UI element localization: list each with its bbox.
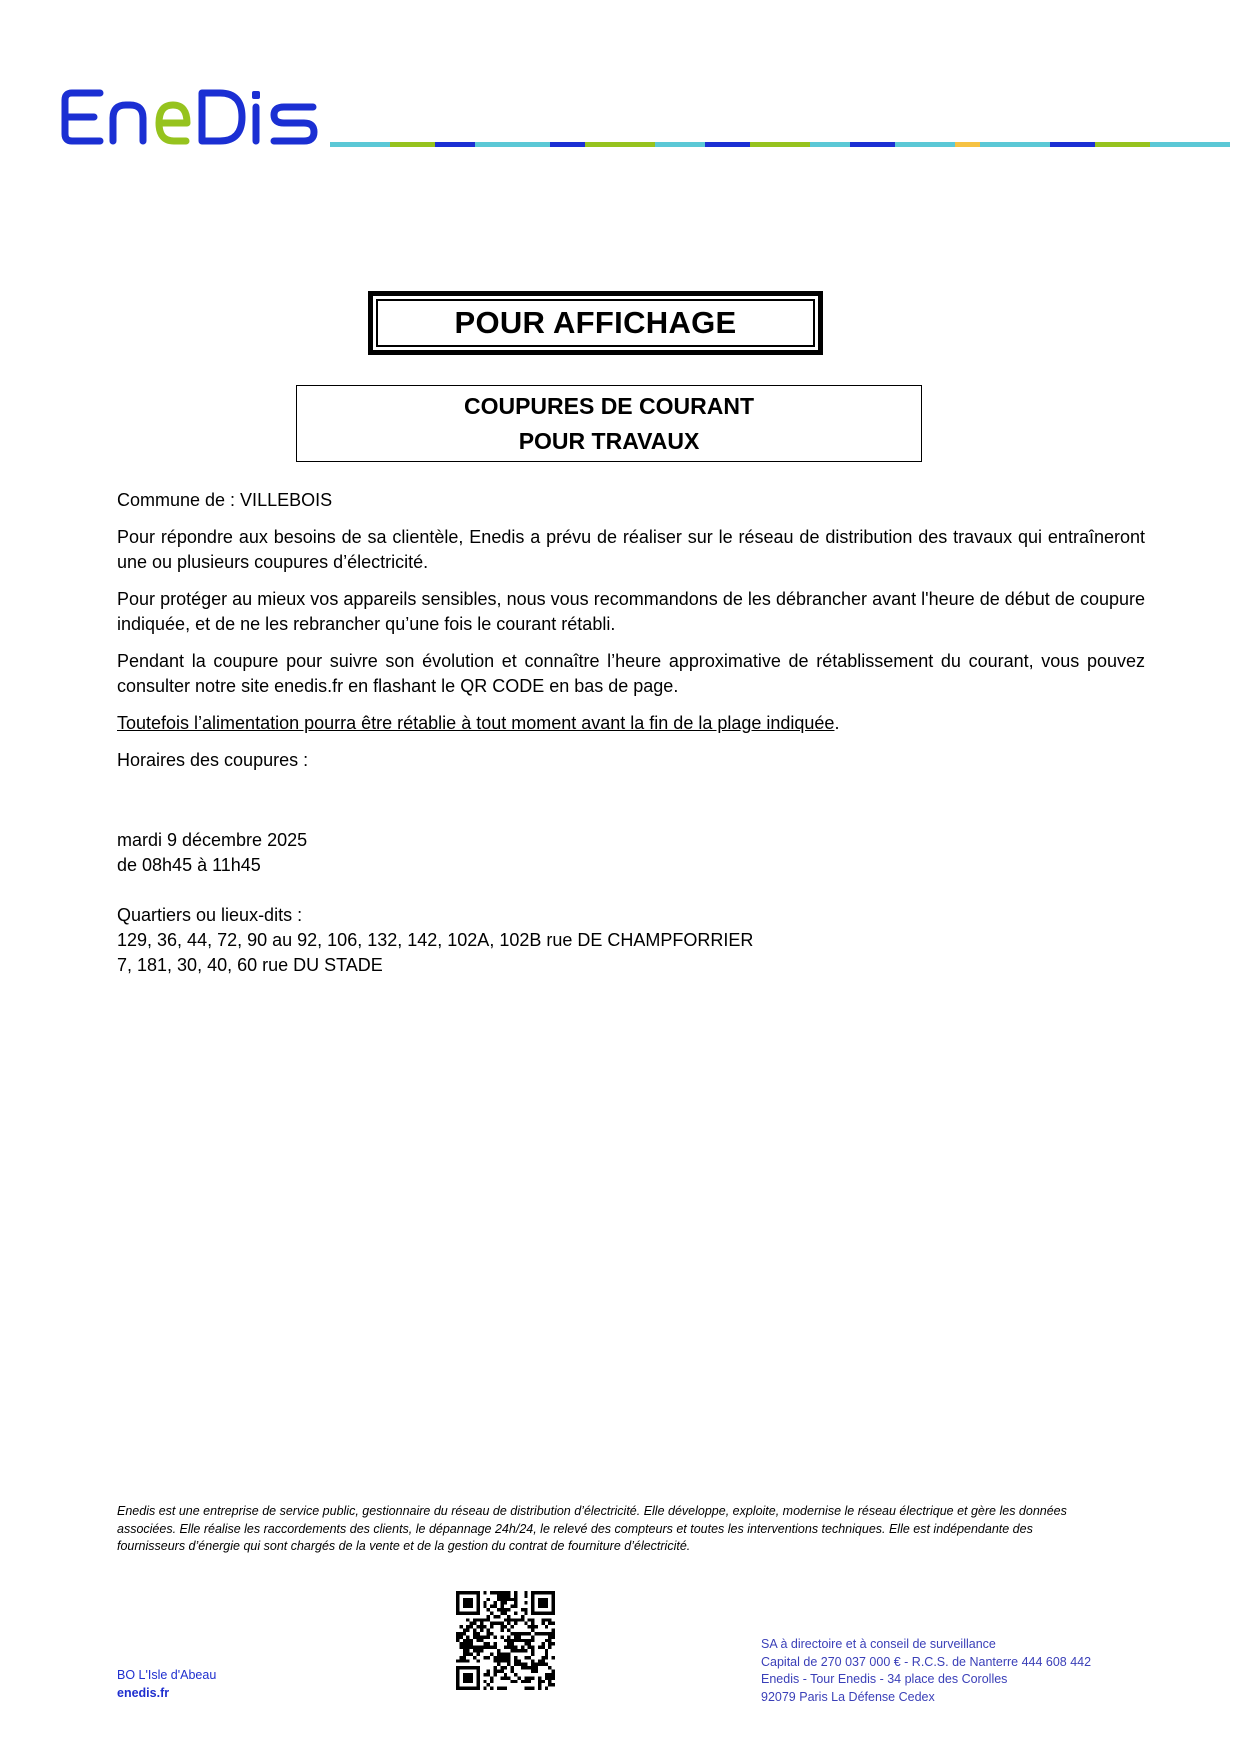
- stripe-segment: [850, 142, 895, 147]
- street-line: 7, 181, 30, 40, 60 rue DU STADE: [117, 955, 383, 975]
- logo-dot-i: [252, 91, 260, 99]
- notice-body: [117, 488, 1145, 785]
- logo-letter-n: [113, 105, 143, 141]
- paragraph-works: Pour répondre aux besoins de sa clientèle, Enedis a prévu de réaliser sur le réseau de distribution des travaux qui entraîneront une ou plusieurs coupures d’électricité.: [117, 527, 1145, 572]
- logo-letter-e2: [159, 105, 187, 141]
- notice-title: POUR AFFICHAGE: [376, 299, 815, 347]
- website-link[interactable]: enedis.fr: [117, 1685, 170, 1700]
- stripe-segment: [475, 142, 550, 147]
- schedule-block: [117, 828, 753, 978]
- branch-name: BO L'Isle d'Abeau: [117, 1668, 217, 1682]
- stripe-segment: [585, 142, 655, 147]
- corp-line: 92079 Paris La Défense Cedex: [761, 1689, 935, 1704]
- areas-label: Quartiers ou lieux-dits :: [117, 905, 303, 925]
- corp-line: SA à directoire et à conseil de surveillance: [761, 1637, 996, 1651]
- stripe-segment: [550, 142, 585, 147]
- street-line: 129, 36, 44, 72, 90 au 92, 106, 132, 142, 102A, 102B rue DE CHAMPFORRIER: [117, 930, 754, 950]
- commune-line: Commune de : VILLEBOIS: [117, 490, 333, 510]
- notice-subtitle-line1: COUPURES DE COURANT: [463, 392, 755, 419]
- notice-subtitle-box: [296, 385, 922, 462]
- restore-end: .: [834, 713, 840, 733]
- stripe-segment: [435, 142, 475, 147]
- stripe-segment: [1050, 142, 1095, 147]
- schedule-time: de 08h45 à 11h45: [117, 855, 261, 875]
- corporate-info: [761, 1636, 1091, 1706]
- logo-letter-d: [202, 93, 242, 141]
- logo-letter-e1: [65, 93, 100, 141]
- corp-line: Capital de 270 037 000 € - R.C.S. de Nanterre 444 608 442: [761, 1654, 1092, 1669]
- legal-line: Enedis est une entreprise de service public, gestionnaire du réseau de distribution d’électricité. Elle développe, exploite, modernise le réseau électrique et gère les données: [117, 1504, 1067, 1518]
- stripe-segment: [1095, 142, 1150, 147]
- header-color-stripe: [330, 142, 1230, 147]
- paragraph-protect: Pour protéger au mieux vos appareils sensibles, nous vous recommandons de les débrancher avant l'heure de début de coupure indiquée, et de ne les rebrancher qu’une fois le courant rétabli.: [117, 589, 1145, 634]
- stripe-segment: [895, 142, 955, 147]
- stripe-segment: [330, 142, 390, 147]
- schedule-label: Horaires des coupures :: [117, 750, 309, 770]
- stripe-segment: [955, 142, 980, 147]
- stripe-segment: [655, 142, 705, 147]
- corp-line: Enedis - Tour Enedis - 34 place des Corolles: [761, 1672, 1008, 1686]
- stripe-segment: [750, 142, 810, 147]
- stripe-segment: [705, 142, 750, 147]
- legal-line: associées. Elle réalise les raccordements des clients, le dépannage 24h/24, le relevé des compteurs et toutes les interventions techniques. Elle est indépendante des: [117, 1521, 1033, 1536]
- schedule-date: mardi 9 décembre 2025: [117, 830, 308, 850]
- legal-notice: [117, 1503, 1122, 1556]
- logo-letter-s: [274, 107, 314, 141]
- stripe-segment: [1150, 142, 1230, 147]
- notice-title-box: [368, 291, 823, 355]
- paragraph-restore: [117, 711, 1145, 736]
- paragraph-follow: Pendant la coupure pour suivre son évolution et connaître l’heure approximative de rétablissement du courant, vous pouvez consulter notre site enedis.fr en flashant le QR CODE en bas de page.: [117, 651, 1145, 696]
- stripe-segment: [980, 142, 1050, 147]
- notice-subtitle-line2: POUR TRAVAUX: [518, 427, 700, 454]
- restore-underlined: Toutefois l’alimentation pourra être rétablie à tout moment avant la fin de la plage indiquée: [117, 713, 835, 733]
- enedis-logo: [60, 86, 322, 148]
- stripe-segment: [390, 142, 435, 147]
- stripe-segment: [810, 142, 850, 147]
- qr-code-icon[interactable]: [456, 1591, 555, 1690]
- branch-info: [117, 1667, 216, 1702]
- legal-line: fournisseurs d’énergie qui sont chargés de la vente et de la gestion du contrat de fourniture d’électricité.: [117, 1539, 691, 1553]
